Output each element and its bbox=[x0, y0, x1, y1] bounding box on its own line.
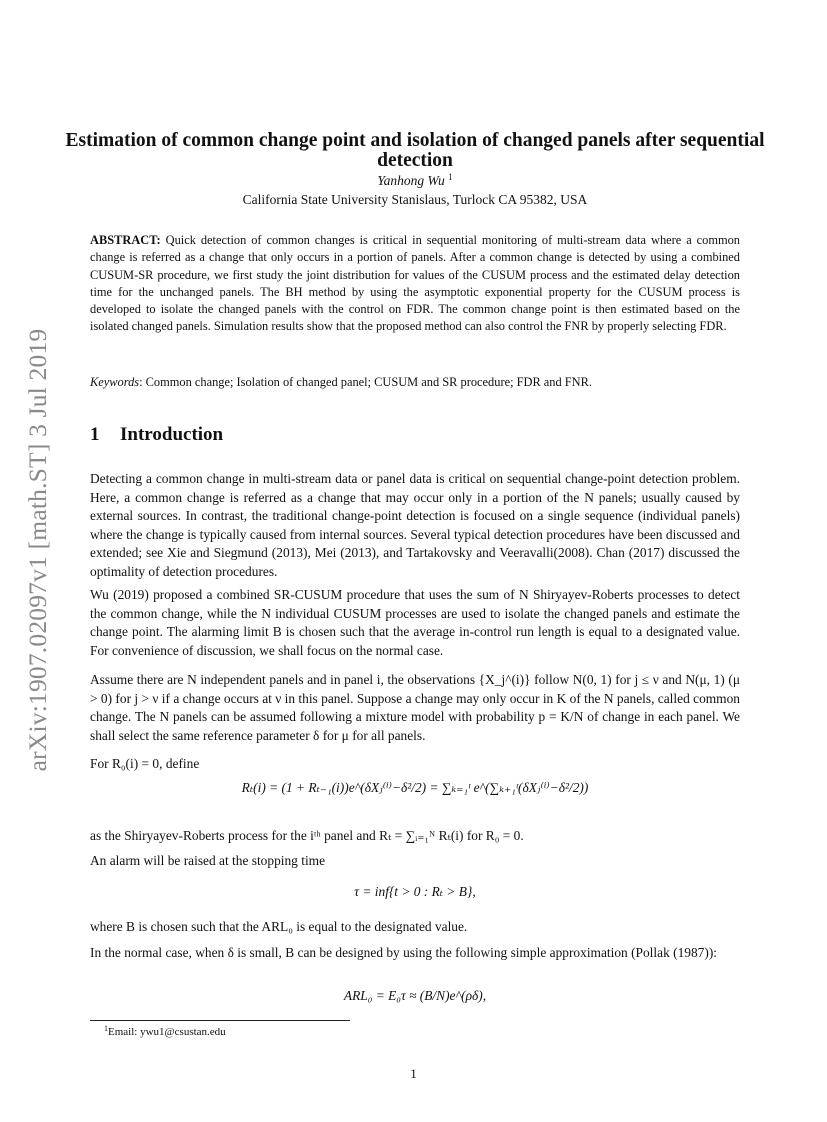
paragraph-3: Assume there are N independent panels and in panel i, the observations {X_j^(i)} follow N(0, 1) for j ≤ ν and N(μ, 1) (μ > 0) for j > ν if a change occurs at ν in this panel. Suppose a change may only occur in K of the N panels, called common change. The N panels can be assumed following a mixture model with probability p = K/N of change in each panel. We shall select the same reference parameter δ for μ for all panels. bbox=[90, 672, 740, 743]
paragraph-8: In the normal case, when δ is small, B can be designed by using the following simple approximation (Pollak (1987)): bbox=[90, 945, 717, 960]
section-title: Introduction bbox=[120, 424, 224, 445]
affiliation: California State University Stanislaus, Turlock CA 95382, USA bbox=[242, 192, 588, 207]
paragraph-4: For R₀(i) = 0, define bbox=[90, 756, 200, 771]
footnote bbox=[104, 1024, 226, 1038]
abstract-label: ABSTRACT: bbox=[90, 233, 161, 247]
arxiv-id: arXiv:1907.02097v1 [math.ST] 3 Jul 2019 bbox=[23, 328, 52, 772]
equation-sr-process: Rₜ(i) = (1 + Rₜ₋₁(i))e^(δXⱼ⁽ⁱ⁾−δ²/2) = ∑ₖ₌₁ᵗ e^(∑ₖ₊₁ᵗ(δXⱼ⁽ⁱ⁾−δ²/2)) bbox=[241, 780, 589, 795]
footnote-text: Email: ywu1@csustan.edu bbox=[108, 1026, 226, 1038]
footnote-mark: 1 bbox=[104, 1024, 108, 1033]
paragraph-1: Detecting a common change in multi-stream data or panel data is critical on sequential change-point detection problem. Here, a common change is referred as a change that may occur only in a portion of the N panels; usually caused by external sources. In contrast, the traditional change-point detection is focused on a single sequence (individual panels) where the change is typically caused from internal sources. Several typical detection procedures have been discussed and extended; see Xie and Siegmund (2013), Mei (2013), and Tartakovsky and Veeravalli(2008). Chan (2017) discussed the optimality of detection procedures. bbox=[90, 471, 740, 579]
arxiv-stamp bbox=[20, 320, 56, 780]
equation-arl: ARL₀ = E₀τ ≈ (B/N)e^(ρδ), bbox=[343, 988, 487, 1003]
footnote-rule bbox=[90, 1020, 350, 1021]
paragraph-7: where B is chosen such that the ARL₀ is equal to the designated value. bbox=[90, 919, 468, 934]
equation-stopping-time: τ = inf{t > 0 : Rₜ > B}, bbox=[354, 884, 476, 899]
keywords-label: Keywords bbox=[90, 375, 140, 389]
author-name: Yanhong Wu bbox=[377, 173, 445, 188]
abstract bbox=[90, 232, 740, 336]
paragraph-2: Wu (2019) proposed a combined SR-CUSUM procedure that uses the sum of N Shiryayev-Roberts processes to detect the common change, while the N individual CUSUM processes are used to isolate the changed panels and estimate the change point. The alarming limit B is chosen such that the average in-control run length is equal to a designated value. For convenience of discussion, we shall focus on the normal case. bbox=[90, 587, 740, 658]
section-heading bbox=[90, 424, 223, 446]
page-number: 1 bbox=[410, 1066, 417, 1081]
paragraph-5: as the Shiryayev-Roberts process for the iᵗʰ panel and Rₜ = ∑ᵢ₌₁ᴺ Rₜ(i) for R₀ = 0. bbox=[90, 828, 524, 843]
paragraph-6: An alarm will be raised at the stopping time bbox=[90, 853, 326, 868]
keywords-text: : Common change; Isolation of changed panel; CUSUM and SR procedure; FDR and FNR. bbox=[139, 375, 592, 389]
author-line bbox=[60, 172, 770, 189]
author-footnote-mark: 1 bbox=[448, 172, 453, 182]
abstract-text: Quick detection of common changes is critical in sequential monitoring of multi-stream data where a common change is referred as a change that only occurs in a portion of panels. After a common change is detected by using a combined CUSUM-SR procedure, we first study the joint distribution for values of the CUSUM process and the estimated delay detection time for the unchanged panels. The BH method by using the asymptotic exponential property for the CUSUM process is developed to isolate the changed panels with the control on FDR. The common change point is then estimated based on the isolated changed panels. Simulation results show that the proposed method can also control the FNR by properly selecting FDR. bbox=[90, 233, 741, 334]
section-number: 1 bbox=[90, 424, 100, 445]
keywords bbox=[90, 375, 740, 390]
paper-title: Estimation of common change point and isolation of changed panels after sequential detection bbox=[65, 130, 765, 171]
